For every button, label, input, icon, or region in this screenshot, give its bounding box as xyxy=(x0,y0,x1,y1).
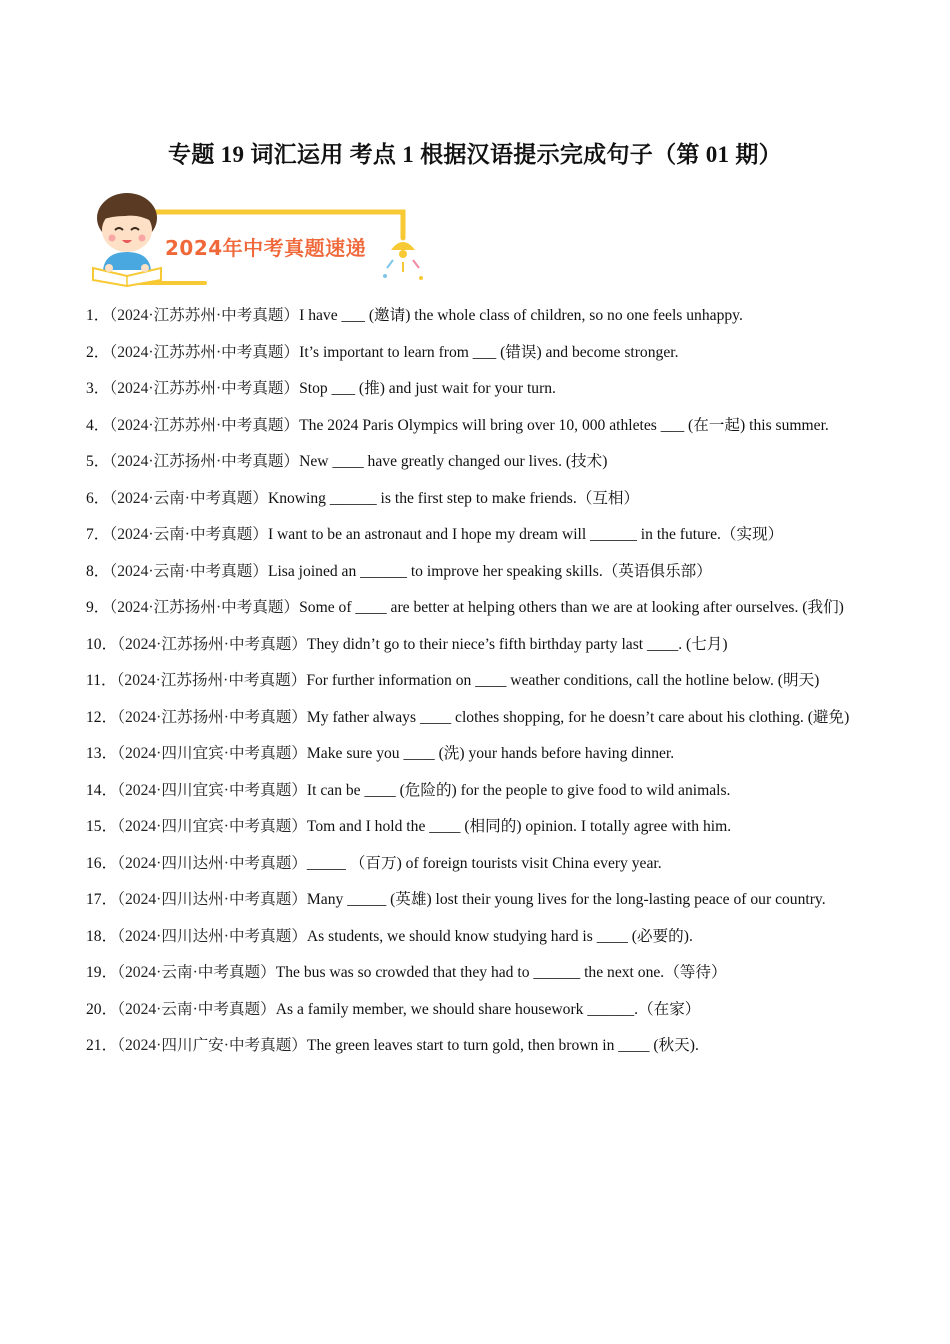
question-source: （2024·四川宜宾·中考真题） xyxy=(117,781,307,799)
question-source: （2024·云南·中考真题） xyxy=(117,964,276,981)
question-text: New ____ have greatly changed our lives. (技术) xyxy=(299,453,608,470)
question-text: The green leaves start to turn gold, then brown in ____ (秋天). xyxy=(306,1037,699,1054)
question-text: The bus was so crowded that they had to ______ the next one.（等待） xyxy=(275,964,727,981)
question-text: My father always ____ clothes shopping, for he doesn’t care about his clothing. (避免) xyxy=(306,708,850,726)
question-item xyxy=(86,882,864,919)
question-number: 20． xyxy=(86,1000,118,1018)
question-source: （2024·江苏苏州·中考真题） xyxy=(109,343,300,361)
question-text: Some of ____ are better at helping others than we are at looking after ourselves. (我们) xyxy=(299,599,844,616)
question-number: 5． xyxy=(86,453,110,470)
question-number: 6． xyxy=(86,489,110,507)
question-source: （2024·四川宜宾·中考真题） xyxy=(117,818,307,835)
question-number: 1． xyxy=(86,307,110,324)
question-item xyxy=(86,736,864,773)
question-text: Lisa joined an ______ to improve her speaking skills.（英语俱乐部） xyxy=(267,562,712,580)
question-number: 21． xyxy=(86,1037,118,1054)
question-number: 16． xyxy=(86,854,118,872)
banner-text: 2024年中考真题速递 xyxy=(165,236,367,260)
question-item xyxy=(86,919,864,956)
question-number: 7． xyxy=(86,526,110,543)
question-text: It can be ____ (危险的) for the people to give food to wild animals. xyxy=(306,781,731,799)
question-number: 18． xyxy=(86,927,118,945)
question-number: 10． xyxy=(86,635,118,653)
question-text: Make sure you ____ (洗) your hands before having dinner. xyxy=(306,745,675,762)
question-item xyxy=(86,335,864,372)
question-item xyxy=(86,590,864,627)
question-number: 11． xyxy=(86,672,117,689)
question-item xyxy=(86,663,864,700)
question-text: As students, we should know studying hard is ____ (必要的). xyxy=(306,927,693,945)
question-text: They didn’t go to their niece’s fifth birthday party last ____. (七月) xyxy=(306,635,728,653)
question-number: 12． xyxy=(86,708,118,726)
question-source: （2024·四川达州·中考真题） xyxy=(117,854,307,872)
question-text: I want to be an astronaut and I hope my dream will ______ in the future.（实现） xyxy=(267,526,784,543)
question-text: Knowing ______ is the first step to make friends.（互相） xyxy=(267,489,640,507)
question-source: （2024·云南·中考真题） xyxy=(109,526,268,543)
question-number: 13． xyxy=(86,745,118,762)
question-item xyxy=(86,298,864,335)
question-source: （2024·四川达州·中考真题） xyxy=(117,927,307,945)
question-number: 4． xyxy=(86,416,110,434)
question-number: 3． xyxy=(86,380,110,397)
question-text: _____ （百万) of foreign tourists visit China every year. xyxy=(306,854,662,872)
question-number: 17． xyxy=(86,891,118,908)
section-banner xyxy=(85,190,430,290)
question-source: （2024·云南·中考真题） xyxy=(109,562,268,580)
question-source: （2024·四川广安·中考真题） xyxy=(117,1037,307,1054)
question-source: （2024·江苏苏州·中考真题） xyxy=(109,380,300,397)
page-title: 专题 19 词汇运用 考点 1 根据汉语提示完成句子（第 01 期） xyxy=(168,142,782,167)
question-text: Many _____ (英雄) lost their young lives for the long-lasting peace of our country. xyxy=(306,891,826,908)
question-text: For further information on ____ weather conditions, call the hotline below. (明天) xyxy=(306,672,820,689)
question-item xyxy=(86,554,864,591)
question-item xyxy=(86,773,864,810)
question-source: （2024·云南·中考真题） xyxy=(109,489,268,507)
question-number: 8． xyxy=(86,562,110,580)
question-source: （2024·江苏扬州·中考真题） xyxy=(109,453,300,470)
question-source: （2024·江苏苏州·中考真题） xyxy=(109,416,300,434)
question-text: The 2024 Paris Olympics will bring over 10, 000 athletes ___ (在一起) this summer. xyxy=(299,416,829,434)
question-source: （2024·江苏扬州·中考真题） xyxy=(116,672,307,689)
question-item xyxy=(86,846,864,883)
question-text: I have ___ (邀请) the whole class of children, so no one feels unhappy. xyxy=(299,307,743,324)
question-item xyxy=(86,408,864,445)
question-source: （2024·江苏扬州·中考真题） xyxy=(117,635,307,653)
question-item xyxy=(86,700,864,737)
question-item xyxy=(86,371,864,408)
question-text: Stop ___ (推) and just wait for your turn. xyxy=(299,380,556,397)
question-text: Tom and I hold the ____ (相同的) opinion. I totally agree with him. xyxy=(306,818,732,835)
question-number: 2． xyxy=(86,343,110,361)
question-item xyxy=(86,1028,864,1065)
question-number: 14． xyxy=(86,781,118,799)
question-source: （2024·江苏扬州·中考真题） xyxy=(117,708,307,726)
question-item xyxy=(86,992,864,1029)
question-source: （2024·江苏扬州·中考真题） xyxy=(109,599,300,616)
question-item xyxy=(86,955,864,992)
question-item xyxy=(86,517,864,554)
question-source: （2024·四川达州·中考真题） xyxy=(117,891,307,908)
question-number: 9． xyxy=(86,599,110,616)
question-item xyxy=(86,444,864,481)
question-number: 19． xyxy=(86,964,118,981)
question-text: It’s important to learn from ___ (错误) and become stronger. xyxy=(299,343,679,361)
question-source: （2024·云南·中考真题） xyxy=(117,1000,276,1018)
question-item xyxy=(86,481,864,518)
question-item xyxy=(86,809,864,846)
question-number: 15． xyxy=(86,818,118,835)
question-list xyxy=(86,298,864,1065)
question-text: As a family member, we should share housework ______.（在家） xyxy=(275,1000,701,1018)
question-source: （2024·四川宜宾·中考真题） xyxy=(117,745,307,762)
question-source: （2024·江苏苏州·中考真题） xyxy=(109,307,300,324)
question-item xyxy=(86,627,864,664)
